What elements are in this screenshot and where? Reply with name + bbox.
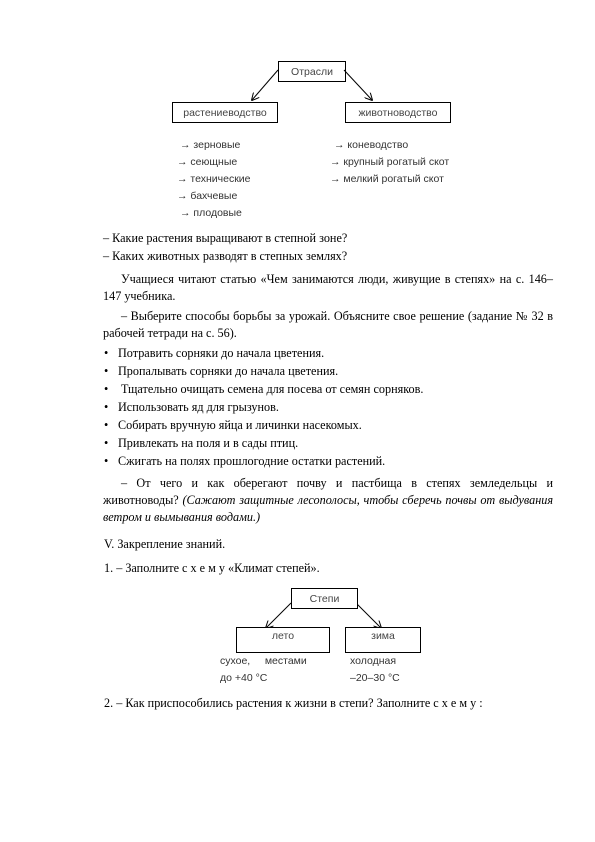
bullet-item: • Сжигать на полях прошлогодние остатки растений. (104, 454, 386, 468)
bullet-item: • Потравить сорняки до начала цветения. (104, 346, 325, 360)
diagram2-left-note: сухое, местами (220, 655, 307, 667)
task-plants-adaptation: 2. – Как приспособились растения к жизни в степи? Заполните с х е м у : (104, 696, 483, 710)
paragraph-soil-question: – От чего и как оберегают почву и пастбища в степях земледельцы и животноводы? (103, 476, 553, 507)
diagram1-left-item: → плодовые (180, 207, 242, 219)
diagram2-root-label: Степи (309, 592, 340, 605)
diagram1-root-label: Отрасли (291, 65, 333, 78)
diagram1-right-label: животноводство (358, 106, 438, 119)
diagram1-left-item: → зерновые (180, 139, 241, 151)
diagram1-right-item: → коневодство (334, 139, 409, 151)
diagram2-root-box (291, 588, 358, 609)
diagram1-left-item: → технические (177, 173, 251, 185)
diagram2-right-label: зима (371, 630, 395, 642)
diagram1-arrow-left (252, 70, 278, 100)
bullet-item: • Использовать яд для грызунов. (104, 400, 279, 414)
diagram1-left-label: растениеводство (183, 106, 267, 119)
paragraph-reading (103, 271, 553, 305)
diagram1-arrow-right (344, 70, 372, 100)
diagram2-arrow-left (266, 603, 291, 628)
diagram2-right-box (345, 627, 421, 653)
diagram2-left-box (236, 627, 330, 653)
question-animals: – Каких животных разводят в степных землях? (103, 249, 348, 263)
paragraph-reading-text: Учащиеся читают статью «Чем занимаются люди, живущие в степях» на с. 146–147 учебника. (103, 272, 553, 303)
diagram2-left-note: до +40 °С (220, 672, 268, 684)
bullet-item: • Собирать вручную яйца и личинки насекомых. (104, 418, 362, 432)
diagram2-arrow-right (356, 603, 381, 628)
section-title: V. Закрепление знаний. (104, 537, 226, 551)
paragraph-soil-answer: (Сажают защитные лесополосы, чтобы сберечь почвы от выдувания ветром и вымывания водами.) (103, 493, 554, 524)
diagram2-left-label: лето (271, 630, 295, 642)
bullet-item: • Привлекать на поля и в сады птиц. (104, 436, 299, 450)
paragraph-soil (103, 475, 553, 526)
diagram1-left-item: → бахчевые (177, 190, 238, 202)
question-plants: – Какие растения выращивают в степной зоне? (103, 231, 348, 245)
paragraph-task-text: – Выберите способы борьбы за урожай. Объясните свое решение (задание № 32 в рабочей тетради на с. 56). (103, 309, 553, 340)
paragraph-task (103, 308, 553, 342)
diagram2-right-note: холодная (350, 655, 397, 667)
bullet-item: • Пропалывать сорняки до начала цветения. (104, 364, 339, 378)
diagram1-right-item: → мелкий рогатый скот (330, 173, 444, 185)
task-climate: 1. – Заполните с х е м у «Климат степей». (104, 561, 320, 575)
bullet-item: • Тщательно очищать семена для посева от семян сорняков. (104, 382, 424, 396)
diagram1-right-item: → крупный рогатый скот (330, 156, 450, 168)
diagram1-left-item: → сеющные (177, 156, 238, 168)
diagram2-right-note: –20–30 °С (350, 672, 400, 684)
